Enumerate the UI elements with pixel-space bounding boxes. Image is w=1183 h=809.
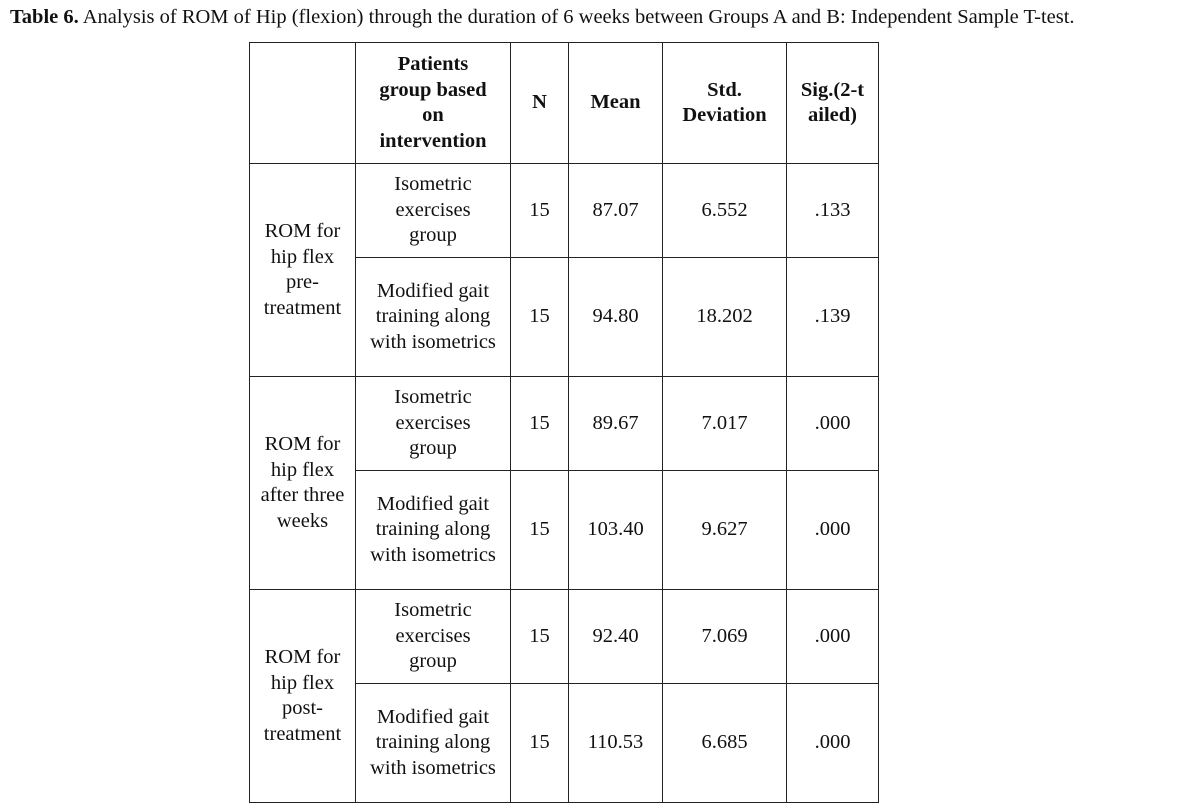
table-caption-text: Analysis of ROM of Hip (flexion) through the duration of 6 weeks between Groups A and B: Independent Sample T-test. xyxy=(78,6,1075,28)
group-label: Modified gait training along with isometrics xyxy=(370,705,496,779)
group-cell xyxy=(356,684,511,803)
group-cell xyxy=(356,258,511,377)
n-cell: 15 xyxy=(511,471,569,590)
n-cell: 15 xyxy=(511,164,569,258)
header-mean: Mean xyxy=(569,43,663,164)
condition-label: ROM for hip flex after three weeks xyxy=(260,433,345,532)
group-cell xyxy=(356,164,511,258)
group-label: Modified gait training along with isometrics xyxy=(370,279,496,353)
group-cell xyxy=(356,471,511,590)
rom-hip-flexion-table xyxy=(249,42,879,803)
header-std xyxy=(663,43,787,164)
mean-cell: 87.07 xyxy=(569,164,663,258)
header-n: N xyxy=(511,43,569,164)
table-caption xyxy=(10,4,1180,30)
std-cell: 9.627 xyxy=(663,471,787,590)
group-label: Isometric exercises group xyxy=(394,173,472,247)
condition-cell xyxy=(250,164,356,377)
n-cell: 15 xyxy=(511,258,569,377)
std-cell: 6.552 xyxy=(663,164,787,258)
sig-cell: .133 xyxy=(787,164,879,258)
mean-cell: 110.53 xyxy=(569,684,663,803)
n-cell: 15 xyxy=(511,377,569,471)
group-label: Isometric exercises group xyxy=(394,386,472,460)
std-cell: 7.017 xyxy=(663,377,787,471)
std-cell: 7.069 xyxy=(663,590,787,684)
condition-label: ROM for hip flex post-treatment xyxy=(263,646,342,745)
table-header-row xyxy=(250,43,879,164)
std-cell: 18.202 xyxy=(663,258,787,377)
sig-cell: .000 xyxy=(787,471,879,590)
header-sig xyxy=(787,43,879,164)
header-sig-text: Sig.(2-tailed) xyxy=(800,78,865,126)
std-cell: 6.685 xyxy=(663,684,787,803)
sig-cell: .000 xyxy=(787,590,879,684)
sig-cell: .139 xyxy=(787,258,879,377)
group-cell xyxy=(356,590,511,684)
n-cell: 15 xyxy=(511,590,569,684)
table-row xyxy=(250,590,879,684)
mean-cell: 92.40 xyxy=(569,590,663,684)
table-row xyxy=(250,377,879,471)
n-cell: 15 xyxy=(511,684,569,803)
condition-label: ROM for hip flex pre-treatment xyxy=(263,220,342,319)
header-group-text: Patients group based on intervention xyxy=(379,53,487,152)
mean-cell: 103.40 xyxy=(569,471,663,590)
mean-cell: 94.80 xyxy=(569,258,663,377)
table-row xyxy=(250,164,879,258)
condition-cell xyxy=(250,377,356,590)
header-group xyxy=(356,43,511,164)
mean-cell: 89.67 xyxy=(569,377,663,471)
sig-cell: .000 xyxy=(787,684,879,803)
condition-cell xyxy=(250,590,356,803)
group-label: Isometric exercises group xyxy=(394,599,472,673)
group-cell xyxy=(356,377,511,471)
header-condition xyxy=(250,43,356,164)
header-std-text: Std. Deviation xyxy=(682,78,767,126)
sig-cell: .000 xyxy=(787,377,879,471)
group-label: Modified gait training along with isometrics xyxy=(370,492,496,566)
table-caption-label: Table 6. xyxy=(10,6,79,28)
